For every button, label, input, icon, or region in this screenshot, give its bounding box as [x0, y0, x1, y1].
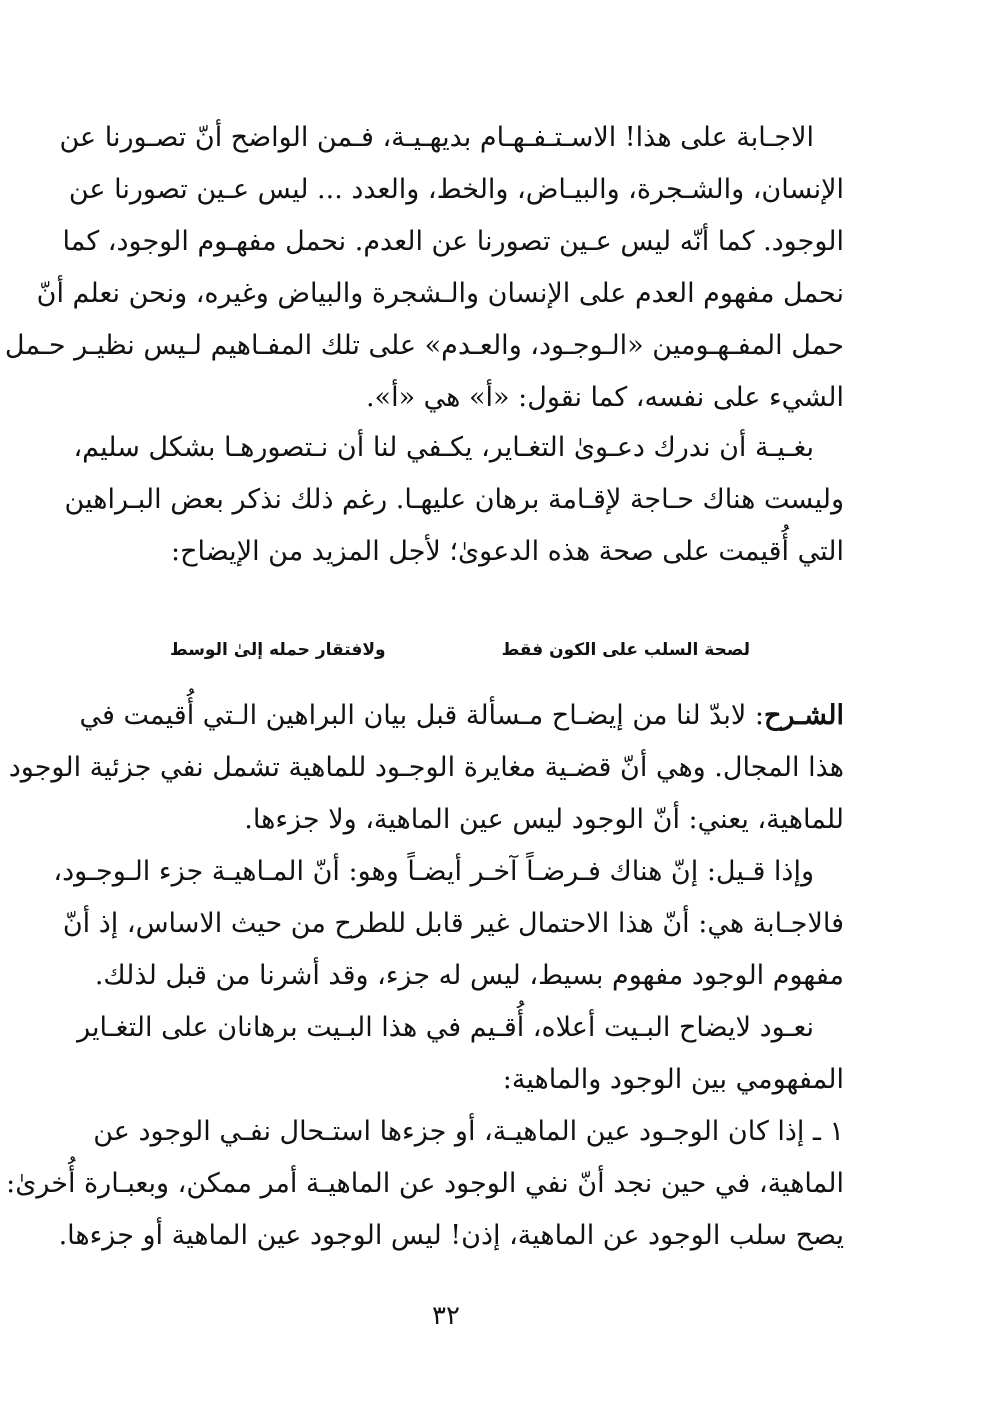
text-line: الوجود. كما أنّه ليس عـين تصورنا عن العدم. نحمل مفهـوم الوجود، كما — [62, 226, 844, 257]
text-line: للماهية، يعني: أنّ الوجود ليس عين الماهية، ولا جزءها. — [244, 804, 844, 835]
text-line: وليست هناك حـاجة لإقـامة برهان عليهـا. رغم ذلك نذكر بعض البـراهين — [64, 484, 844, 515]
text-line: التي أُقيمت على صحة هذه الدعوىٰ؛ لأجل المزيد من الإيضاح: — [171, 536, 844, 567]
text-line: ١ ـ إذا كان الوجـود عين الماهيـة، أو جزءها استـحال نفـي الوجود عن — [93, 1116, 844, 1147]
text-line: يصح سلب الوجود عن الماهية، إذن! ليس الوجود عين الماهية أو جزءها. — [58, 1220, 844, 1251]
paragraph-2 — [64, 422, 844, 578]
text-line: نحمل مفهوم العدم على الإنسان والـشجرة والبياض وغيره، ونحن نعلم أنّ — [36, 278, 844, 309]
text-line: هذا المجال. وهي أنّ قضـية مغايرة الوجـود للماهية تشمل نفي جزئية الوجود — [8, 752, 844, 783]
text-line: بغـيـة أن ندرك دعـوىٰ التغـاير، يكـفي لنا أن نـتصورهـا بشكل سليم، — [73, 432, 814, 463]
text-line: حمل المفـهـومين «الـوجـود، والعـدم» على تلك المفـاهيم لـيس نظيـر حـمل — [4, 330, 844, 361]
text-line: الإنسان، والشـجرة، والبيـاض، والخط، والعدد ... ليس عـين تصورنا عن — [68, 174, 844, 205]
commentary-first-line-text: : لابدّ لنا من إيضـاح مـسألة قبل بيان البراهين الـتي أُقيمت في — [79, 700, 764, 731]
verse-heading — [170, 636, 750, 664]
text-line: الاجـابة على هذا! الاسـتـفـهـام بديهـيـة، فـمن الواضح أنّ تصـورنا عن — [59, 122, 814, 153]
paragraph-1 — [4, 112, 844, 424]
commentary-lead-word: الشـرح — [763, 700, 844, 731]
verse-left-hemistich: ولافتقار حمله إلىٰ الوسط — [170, 640, 386, 660]
verse-right-hemistich: لصحة السلب على الكون فقط — [501, 640, 750, 660]
page-number: ٣٢ — [432, 1301, 460, 1331]
text-line: فالاجـابة هي: أنّ هذا الاحتمال غير قابل للطرح من حيث الاساس، إذ أنّ — [62, 908, 844, 939]
text-line: مفهوم الوجود مفهوم بسيط، ليس له جزء، وقد أشرنا من قبل لذلك. — [94, 960, 844, 991]
text-line: الماهية، في حين نجد أنّ نفي الوجود عن الماهيـة أمر ممكن، وبعبـارة أُخرىٰ: — [6, 1168, 844, 1199]
commentary-first-line — [79, 690, 844, 742]
text-line: الشيء على نفسه، كما نقول: «أ» هي «أ». — [365, 382, 844, 413]
text-line: وإذا قـيل: إنّ هناك فـرضـاً آخـر أيضـاً وهو: أنّ المـاهيـة جزء الـوجـود، — [53, 856, 814, 887]
text-line: نعـود لايضاح البـيت أعلاه، أُقـيم في هذا البـيت برهانان على التغـاير — [77, 1012, 814, 1043]
commentary-section — [6, 690, 844, 1262]
text-line: المفهومي بين الوجود والماهية: — [502, 1064, 844, 1095]
